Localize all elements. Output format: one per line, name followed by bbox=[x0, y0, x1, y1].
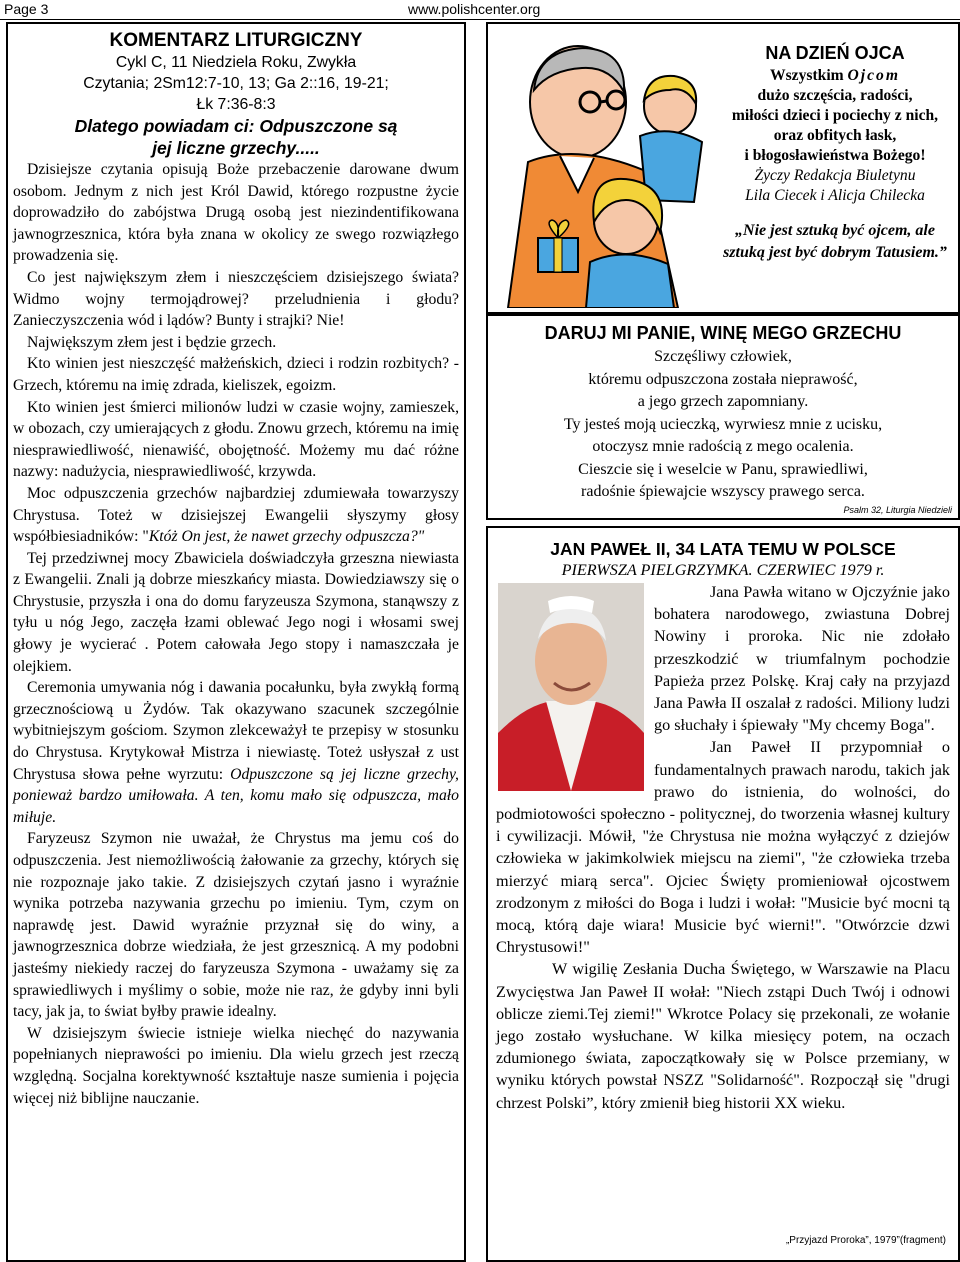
article-subtitle: PIERWSZA PIELGRZYMKA. CZERWIEC 1979 r. bbox=[561, 561, 885, 579]
paragraph bbox=[13, 483, 459, 548]
liturgical-commentary bbox=[6, 22, 466, 1262]
psalm-line: Ty jesteś moją ucieczką, wyrwiesz mnie z ucisku, bbox=[563, 415, 883, 433]
psalm-box bbox=[486, 314, 960, 520]
paragraph: Kto winien jest nieszczęść małżeńskich, dzieci i rodzin rozbitych? - Grzech, któremu na imię zdrada, kieliszek, egoizm. bbox=[13, 355, 459, 394]
gospel-ref: Łk 7:36-8:3 bbox=[196, 96, 276, 113]
greeting-line: miłości dzieci i pociechy z nich, bbox=[731, 107, 939, 124]
psalm-source: Psalm 32, Liturgia Niedzieli bbox=[843, 505, 952, 515]
greeting-line bbox=[720, 66, 950, 86]
article-paragraph: W wigilię Zesłania Ducha Świętego, w Warszawie na Placu Zwycięstwa Jan Paweł II wołał: "Niech zstąpi Duch Twój i odnowi oblicze ziemi.Tej ziemi!" Wkrotce Polacy się przekonali, ze wołanie jego zostało wysłuchane. W kilka miesięcy potem, na oczach zdumionego świata, zapoczątkowały się w Polsce przemiany, w wyniku których powstał NSZZ "Solidarność". Rozpoczął się "drugi chrzest Polski”, który zmienił bieg historii XX wieku. bbox=[496, 960, 950, 1112]
motto-line-2: jej liczne grzechy..... bbox=[152, 138, 320, 158]
motto-line-1: Dlatego powiadam ci: Odpuszczone są bbox=[74, 116, 398, 136]
greeting-line: oraz obfitych łask, bbox=[773, 127, 897, 144]
psalm-line: Szczęśliwy człowiek, bbox=[654, 348, 792, 365]
greeting-names: Lila Ciecek i Alicja Chilecka bbox=[745, 187, 925, 204]
readings-line: Czytania; 2Sm12:7-10, 13; Ga 2::16, 19-21; bbox=[83, 75, 389, 92]
paragraph: Faryzeusz Szymon nie uważał, że Chrystus ma jemu coś do odpuszczenia. Jest niemożliwością żałowanie za grzechy, których się nie rozpoznaje jako takie. Z dzisiejszych czytań jasno i wyraźnie wynika potrzeba nazywania grzechu po imieniu. Tym, czym on naprawdę jest. Dawid wyraźnie przyznał się do winy, a jawnogrzesznica dobrze wiedziała, że jest grzesznicą. A my podobni jasteśmy niekiedy raczej do faryzeusza Szymona - uważamy się za sprawiedliwych i myślimy o sobie, może nie raz, że gdyby inni byli tacy, jak ja, to świat byłby prawie idealny. bbox=[13, 830, 459, 1021]
psalm-line: Cieszcie się i weselcie w Panu, sprawiedliwi, bbox=[578, 460, 868, 478]
john-paul-article bbox=[486, 526, 960, 1262]
commentary-title: KOMENTARZ LITURGICZNY bbox=[109, 30, 363, 51]
paragraph: W dzisiejszym świecie istnieje wielka niechęć do nazywania popełnianych nieprawości po imieniu. Dla wielu grzech jest rzeczą względną. Socjalna korektywność kształtuje nasze sumienia i pojęcia więcej niż biblijne nauczanie. bbox=[13, 1024, 459, 1107]
page-number: Page 3 bbox=[4, 1, 49, 17]
greeting-prefix: Wszystkim bbox=[770, 67, 848, 84]
paragraph: Co jest największym złem i nieszczęściem dzisiejszego świata? Widmo wojny termojądrowej? przeludnienia i głodu? Zanieczyszczenia wód i lądów? Bunty i strajki? Nie! bbox=[13, 268, 459, 330]
paragraph: Kto winien jest śmierci milionów ludzi w czasie wojny, zamieszek, w obozach, czy umierających z głodu. Znowu grzech, któremu na imię niesprawiedliwość, nienawiść, obojętność. Możemy mu dać różne nazwy: nadużycia, niesprawiedliwość, krzywda. bbox=[13, 398, 459, 481]
commentary-body bbox=[13, 159, 459, 1109]
article-paragraph: Jan Paweł II przypomniał o fundamentalnych prawach narodu, takich jak prawo do istnienia, do wolności, do podmiotowości społeczno - politycznej, do tworzenia własnej kultury i cywilizacji. Mówił, "że Chrystusa nie można wyłączyć z dziejów człowieka w jakimkolwiek miejscu na ziemi", "że człowieka trzeba mierzyć miarą serca". Ojciec Święty promieniował ojcostwem zrodzonym z miłości do Boga i ludzi i wołał: "Musicie być mocni tą mocą, którą daje wiara! Musicie być wierni!". "Otwórzcie dzwi Chrystusowi!" bbox=[496, 738, 950, 957]
psalm-line: a jego grzech zapomniany. bbox=[637, 393, 809, 410]
pope-photo bbox=[498, 583, 644, 791]
paragraph bbox=[13, 677, 459, 828]
fathers-day-box bbox=[486, 22, 960, 314]
fathers-day-text bbox=[720, 40, 950, 264]
paragraph: Największym złem jest i będzie grzech. bbox=[27, 333, 277, 351]
psalm-line: któremu odpuszczona została nieprawość, bbox=[588, 370, 858, 388]
greeting-signature: Życzy Redakcja Biuletynu bbox=[754, 167, 916, 184]
paragraph: Tej przedziwnej mocy Zbawiciela doświadczyła grzeszna niewiasta z Ewangelii. Znali ją dobrze mieszkańcy miasta. Dowiedziawszy się o Chrystusie, przyszła i ona do domu faryzeusza Szymona, stanąwszy z tyłu u nóg Jego, zaczęła łzami oblewać Jego nogi i włosami swej głowy je wycierać . Potem całowała Jego stopy i namaszczała je olejkiem. bbox=[13, 549, 459, 675]
text: Ceremonia umywania nóg i dawania pocałunku, była zwykłą formą grzecznościową u Żydów. Tak okazywano szacunek szczególnie wybitniejszym gościom. Szymon zlekceważył te przepisy w stosunku do Chrystusa. Krytykował Mistrza i niewiastę. Toteż usłyszał z ust Chrystusa słowa pełne wyrzutu: bbox=[13, 679, 459, 783]
greeting-line: i błogosławieństwa Bożego! bbox=[744, 147, 926, 164]
quote-text: Odpuszczone są jej liczne grzechy, ponieważ bardzo umiłowała. A ten, komu mało się odpuszcza, mało miłuje. bbox=[13, 765, 459, 826]
article-paragraph: Jana Pawła witano w Ojczyźnie jako bohatera narodowego, zwiastuna Dobrej Nowiny i proroka. Nic nie zdołało przeszkodzić w triumfalnym pochodzie Papieża przez Polskę. Kraj cały na przyjazd Jana Pawła II oszalał z radości. Miliony ludzi go słuchały i śpiewały "My chcemy Boga". bbox=[654, 583, 950, 735]
fathers-day-quote: „Nie jest sztuką być ojcem, ale sztuką jest być dobrym Tatusiem.” bbox=[723, 222, 947, 261]
site-url[interactable]: www.polishcenter.org bbox=[408, 1, 541, 17]
header-rule bbox=[0, 19, 960, 20]
paragraph: Dzisiejsze czytania opisują Boże przebaczenie darowane dwum osobom. Jednym z nich jest Król Dawid, którego rozpustne życie doprowadziło do zabójstwa Drugą osobą jest niezindentifikowana jawnogrzesznica, która była znana w okolicy ze swego rozwiązłego prowadzenia się. bbox=[13, 161, 459, 265]
quote-text: Któż On jest, że nawet grzechy odpuszcza?" bbox=[148, 528, 425, 546]
father-children-illustration bbox=[498, 32, 728, 308]
psalm-title: DARUJ MI PANIE, WINĘ MEGO GRZECHU bbox=[544, 323, 902, 343]
article-title: JAN PAWEŁ II, 34 LATA TEMU W POLSCE bbox=[550, 539, 896, 559]
cycle-line: Cykl C, 11 Niedziela Roku, Zwykła bbox=[115, 54, 357, 71]
greeting-fathers: Ojcom bbox=[847, 67, 900, 84]
article-source: „Przyjazd Proroka”, 1979”(fragment) bbox=[785, 1235, 946, 1246]
psalm-line: otoczysz mnie radością z mego ocalenia. bbox=[592, 438, 854, 455]
fathers-day-title: NA DZIEŃ OJCA bbox=[765, 43, 905, 63]
psalm-line: radośnie śpiewajcie wszyscy prawego serca. bbox=[581, 483, 865, 500]
text: Moc odpuszczenia grzechów najbardziej zdumiewała towarzyszy Chrystusa. Toteż w dzisiejszej Ewangelii słyszymy głosy współbiesiadników: " bbox=[13, 484, 459, 546]
greeting-line: dużo szczęścia, radości, bbox=[757, 87, 913, 104]
